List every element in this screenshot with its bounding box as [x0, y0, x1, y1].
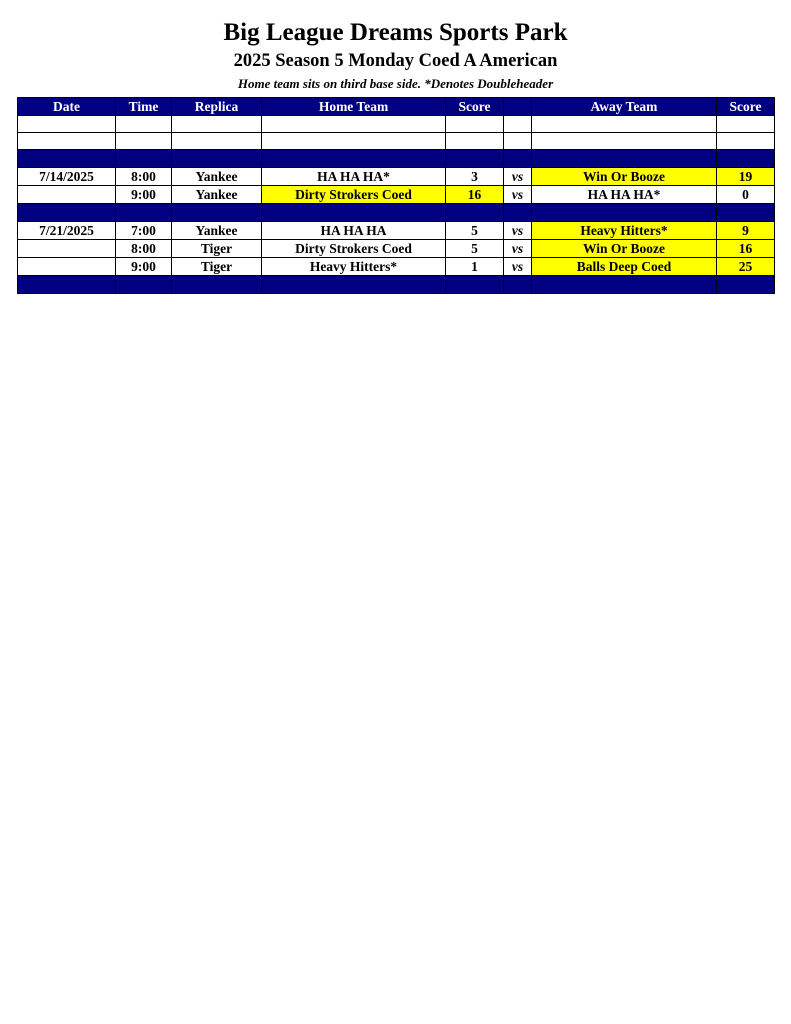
week-separator-bar	[18, 276, 775, 294]
game-time: 8:00	[116, 240, 172, 258]
vs-label: vs	[504, 186, 532, 204]
game-row	[18, 258, 775, 276]
home-team: Dirty Strokers Coed	[262, 186, 446, 204]
header-time: Time	[116, 98, 172, 116]
game-row	[18, 186, 775, 204]
home-score: 5	[446, 240, 504, 258]
game-replica: Yankee	[172, 168, 262, 186]
blank-row	[18, 116, 775, 133]
game-date	[18, 258, 116, 276]
home-team: Heavy Hitters*	[262, 258, 446, 276]
vs-label: vs	[504, 240, 532, 258]
home-score: 3	[446, 168, 504, 186]
away-team: Win Or Booze	[532, 240, 717, 258]
home-team-note: Home team sits on third base side. *Denotes Doubleheader	[237, 76, 554, 91]
vs-label: vs	[504, 168, 532, 186]
week-separator-bar	[18, 204, 775, 222]
game-time: 8:00	[116, 168, 172, 186]
schedule-table	[17, 97, 775, 294]
away-score: 16	[717, 240, 775, 258]
game-date: 7/21/2025	[18, 222, 116, 240]
away-team: Win Or Booze	[532, 168, 717, 186]
game-row	[18, 168, 775, 186]
game-row	[18, 240, 775, 258]
blank-row	[18, 133, 775, 150]
home-team: HA HA HA*	[262, 168, 446, 186]
vs-label: vs	[504, 222, 532, 240]
game-replica: Tiger	[172, 240, 262, 258]
away-team: Balls Deep Coed	[532, 258, 717, 276]
header-date: Date	[18, 98, 116, 116]
game-date	[18, 240, 116, 258]
away-team: HA HA HA*	[532, 186, 717, 204]
home-score: 16	[446, 186, 504, 204]
game-row	[18, 222, 775, 240]
page-title: Big League Dreams Sports Park	[223, 19, 568, 46]
game-time: 7:00	[116, 222, 172, 240]
game-date: 7/14/2025	[18, 168, 116, 186]
away-score: 9	[717, 222, 775, 240]
table-header-row	[18, 98, 775, 116]
away-score: 25	[717, 258, 775, 276]
game-time: 9:00	[116, 186, 172, 204]
header-vs	[504, 98, 532, 116]
game-time: 9:00	[116, 258, 172, 276]
game-date	[18, 186, 116, 204]
away-score: 0	[717, 186, 775, 204]
header-replica: Replica	[172, 98, 262, 116]
home-score: 1	[446, 258, 504, 276]
header-home-team: Home Team	[262, 98, 446, 116]
home-team: HA HA HA	[262, 222, 446, 240]
home-team: Dirty Strokers Coed	[262, 240, 446, 258]
league-subtitle: 2025 Season 5 Monday Coed A American	[233, 51, 558, 71]
game-replica: Yankee	[172, 222, 262, 240]
header-home-score: Score	[446, 98, 504, 116]
header-away-team: Away Team	[532, 98, 717, 116]
header-away-score: Score	[717, 98, 775, 116]
vs-label: vs	[504, 258, 532, 276]
week-separator-bar	[18, 150, 775, 168]
home-score: 5	[446, 222, 504, 240]
game-replica: Tiger	[172, 258, 262, 276]
away-score: 19	[717, 168, 775, 186]
away-team: Heavy Hitters*	[532, 222, 717, 240]
game-replica: Yankee	[172, 186, 262, 204]
